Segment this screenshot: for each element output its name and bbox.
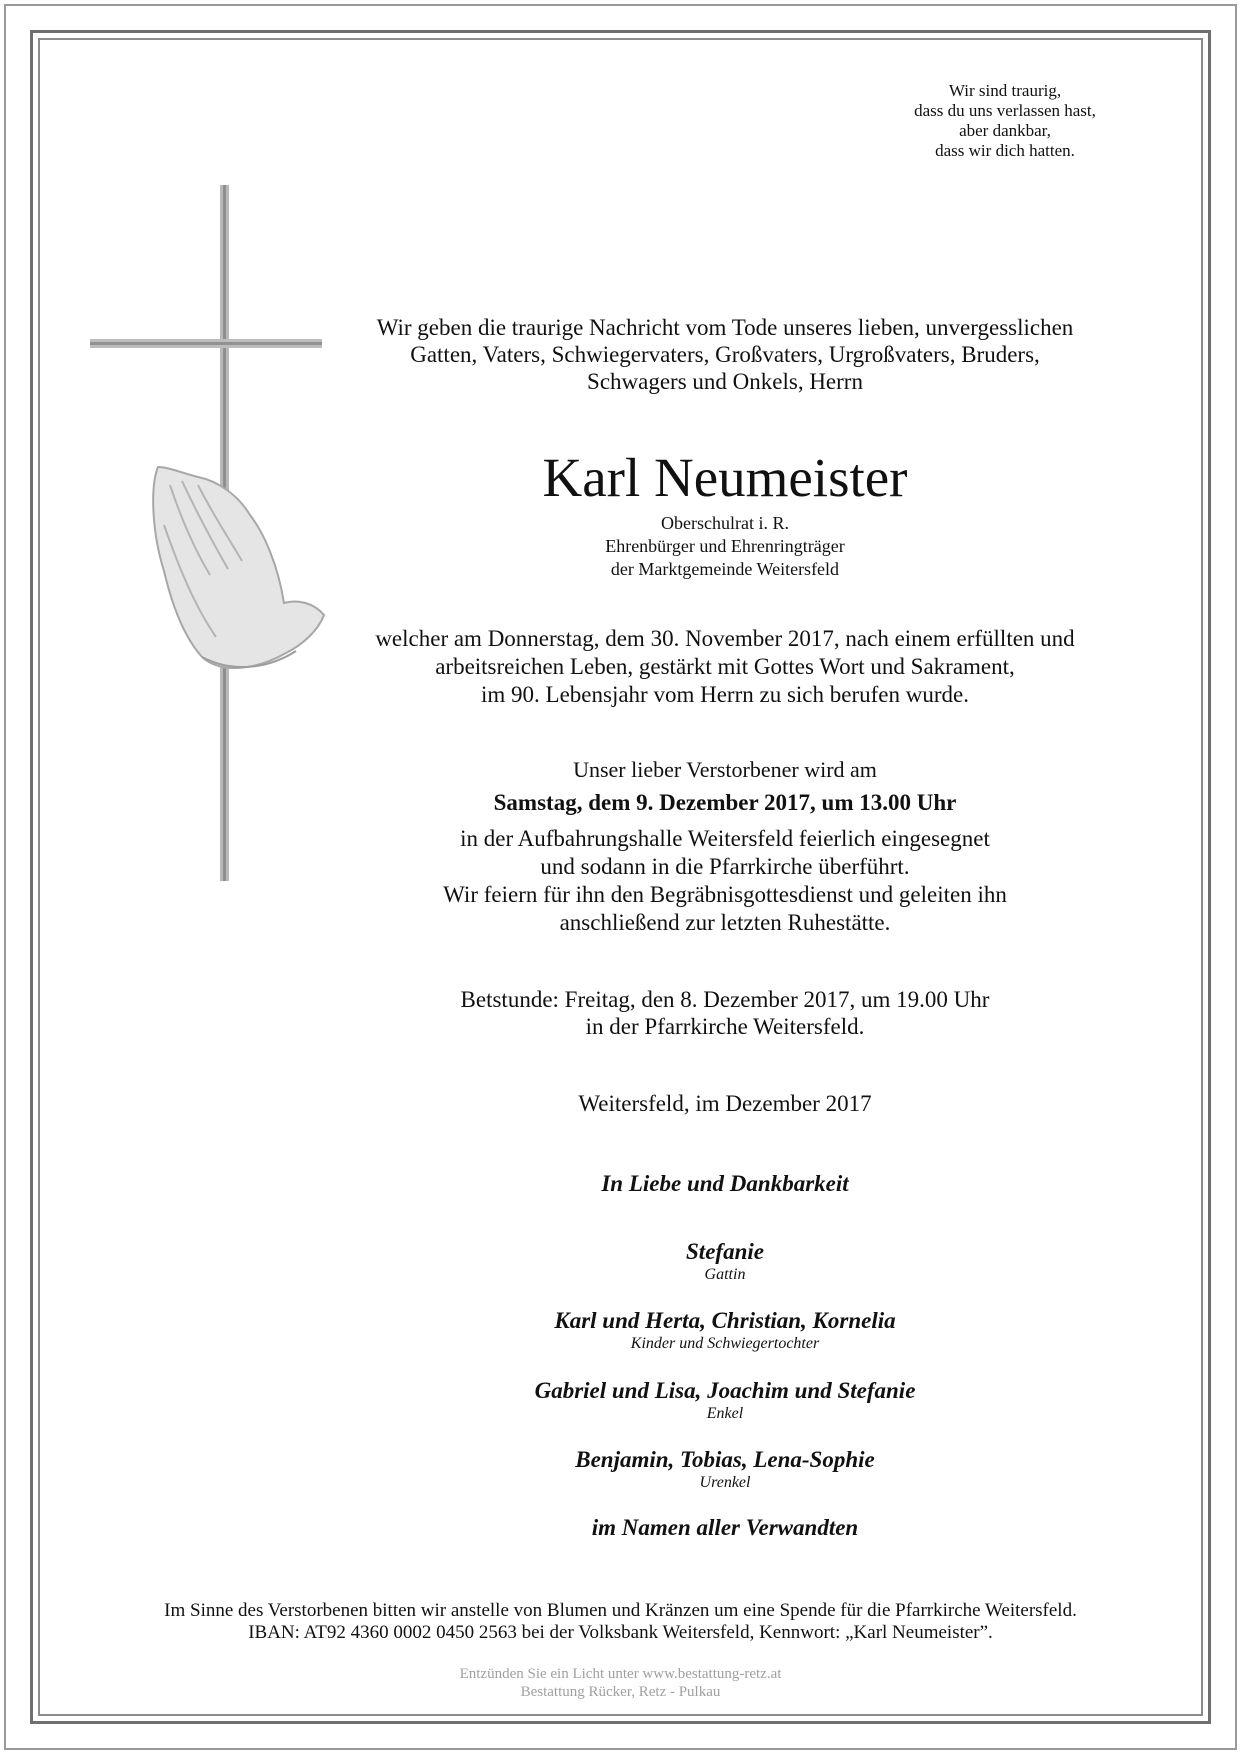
intro-line: Schwagers und Onkels, Herrn — [587, 369, 863, 394]
deceased-name: Karl Neumeister — [542, 447, 908, 508]
mourner-group — [330, 1238, 1120, 1285]
motto-line: dass wir dich hatten. — [935, 141, 1075, 160]
title-line: Ehrenbürger und Ehrenringträger — [605, 536, 845, 556]
announcement-intro — [330, 314, 1120, 395]
funeral-home-footer — [60, 1665, 1181, 1701]
mourner-group — [330, 1446, 1120, 1493]
mourner-names: Gabriel und Lisa, Joachim und Stefanie — [534, 1378, 916, 1403]
passing-text — [330, 625, 1120, 709]
passing-line: welcher am Donnerstag, dem 30. November 2017, nach einem erfüllten und — [375, 626, 1075, 651]
motto — [880, 81, 1130, 161]
passing-line: arbeitsreichen Leben, gestärkt mit Gottes Wort und Sakrament, — [435, 654, 1015, 679]
motto-line: dass du uns verlassen hast, — [914, 101, 1096, 120]
funeral-detail-line: anschließend zur letzten Ruhestätte. — [559, 910, 891, 935]
funeral-datetime: Samstag, dem 9. Dezember 2017, um 13.00 Uhr — [493, 790, 957, 815]
mourner-relation: Urenkel — [699, 1474, 751, 1491]
intro-line: Gatten, Vaters, Schwiegervaters, Großvaters, Urgroßvaters, Bruders, — [410, 342, 1040, 367]
title-line: der Marktgemeinde Weitersfeld — [610, 559, 840, 579]
mourner-relation: Enkel — [706, 1405, 744, 1422]
mourner-group — [330, 1307, 1120, 1354]
prayer-line: Betstunde: Freitag, den 8. Dezember 2017, um 19.00 Uhr — [460, 987, 990, 1012]
mourner-relation: Gattin — [704, 1266, 746, 1283]
prayer-hour — [330, 986, 1120, 1040]
passing-line: im 90. Lebensjahr vom Herrn zu sich berufen wurde. — [481, 682, 969, 707]
mourner-names: Karl und Herta, Christian, Kornelia — [554, 1308, 896, 1333]
funeral-lead: Unser lieber Verstorbener wird am — [573, 757, 877, 782]
mourner-names: Benjamin, Tobias, Lena-Sophie — [575, 1447, 875, 1472]
donation-line: IBAN: AT92 4360 0002 0450 2563 bei der Volksbank Weitersfeld, Kennwort: „Karl Neumeister”. — [248, 1622, 993, 1643]
sign-off-heading: In Liebe und Dankbarkeit — [601, 1171, 849, 1196]
place-date: Weitersfeld, im Dezember 2017 — [578, 1091, 872, 1116]
donation-note — [60, 1600, 1181, 1644]
funeral-detail-line: und sodann in die Pfarrkirche überführt. — [540, 854, 910, 879]
intro-line: Wir geben die traurige Nachricht vom Tode unseres lieben, unvergesslichen — [376, 315, 1074, 340]
sign-off-footer: im Namen aller Verwandten — [591, 1515, 859, 1540]
praying-hands-icon — [153, 467, 324, 668]
prayer-line: in der Pfarrkirche Weitersfeld. — [585, 1014, 865, 1039]
donation-line: Im Sinne des Verstorbenen bitten wir anstelle von Blumen und Kränzen um eine Spende für die Pfarrkirche Weitersfeld. — [164, 1600, 1077, 1621]
footer-line: Entzünden Sie ein Licht unter www.bestattung-retz.at — [459, 1666, 782, 1682]
motto-line: aber dankbar, — [959, 121, 1051, 140]
deceased-titles — [330, 512, 1120, 581]
mourner-group — [330, 1377, 1120, 1424]
footer-line: Bestattung Rücker, Retz - Pulkau — [520, 1684, 721, 1700]
funeral-details — [330, 825, 1120, 937]
cross-praying-hands-image — [72, 185, 342, 905]
motto-line: Wir sind traurig, — [948, 81, 1062, 100]
mourner-relation: Kinder und Schwiegertochter — [630, 1335, 820, 1352]
mourner-names: Stefanie — [686, 1239, 764, 1264]
funeral-detail-line: Wir feiern für ihn den Begräbnisgottesdienst und geleiten ihn — [443, 882, 1007, 907]
title-line: Oberschulrat i. R. — [661, 513, 789, 533]
funeral-detail-line: in der Aufbahrungshalle Weitersfeld feierlich eingesegnet — [460, 826, 990, 851]
